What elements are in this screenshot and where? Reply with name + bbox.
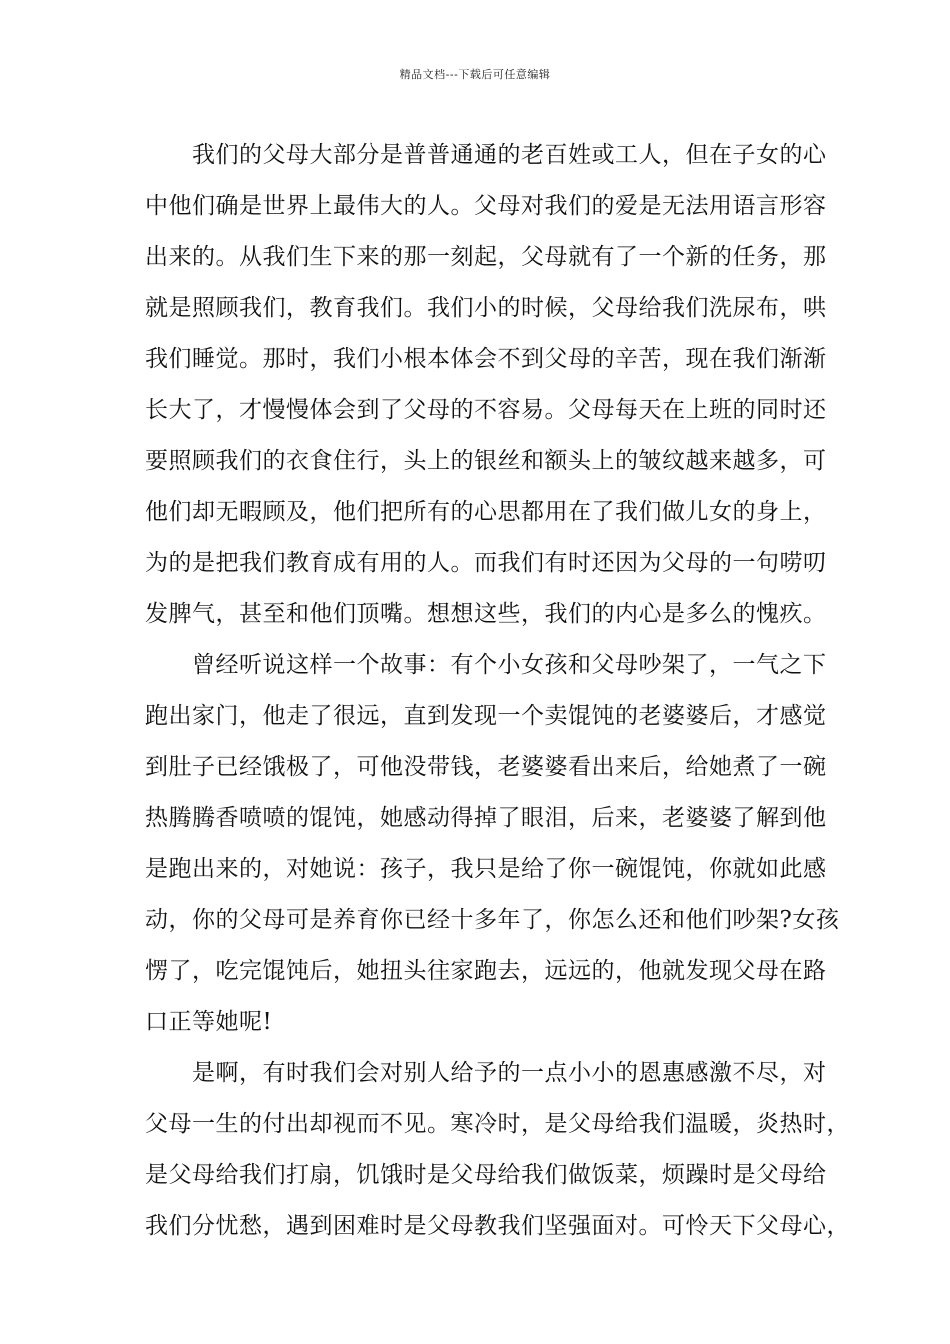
text-line: 跑出家门，他走了很远，直到发现一个卖馄饨的老婆婆后，才感觉 bbox=[145, 703, 827, 729]
paragraph-3 bbox=[145, 1048, 850, 1252]
paragraph-1 bbox=[145, 130, 827, 640]
text-line: 中他们确是世界上最伟大的人。父母对我们的爱是无法用语言形容 bbox=[145, 193, 827, 219]
text-line: 是跑出来的，对她说：孩子，我只是给了你一碗馄饨，你就如此感 bbox=[145, 856, 827, 882]
document-body bbox=[145, 130, 850, 1252]
text-line: 就是照顾我们，教育我们。我们小的时候，父母给我们洗尿布，哄 bbox=[145, 295, 827, 321]
text-line: 他们却无暇顾及，他们把所有的心思都用在了我们做儿女的身上， bbox=[145, 499, 827, 525]
text-line: 我们睡觉。那时，我们小根本体会不到父母的辛苦，现在我们渐渐 bbox=[145, 346, 827, 372]
text-line: 出来的。从我们生下来的那一刻起，父母就有了一个新的任务，那 bbox=[145, 244, 827, 270]
text-line: 动，你的父母可是养育你已经十多年了，你怎么还和他们吵架?女孩 bbox=[145, 907, 840, 933]
text-line: 发脾气，甚至和他们顶嘴。想想这些，我们的内心是多么的愧疚。 bbox=[145, 601, 827, 627]
text-line: 热腾腾香喷喷的馄饨，她感动得掉了眼泪，后来，老婆婆了解到他 bbox=[145, 805, 827, 831]
text-line: 长大了，才慢慢体会到了父母的不容易。父母每天在上班的同时还 bbox=[145, 397, 827, 423]
page-header: 精品文档---下载后可任意编辑 bbox=[399, 68, 551, 81]
paragraph-2 bbox=[145, 640, 840, 1048]
text-line: 要照顾我们的衣食住行，头上的银丝和额头上的皱纹越来越多，可 bbox=[145, 448, 827, 474]
text-line: 我们的父母大部分是普普通通的老百姓或工人，但在子女的心 bbox=[192, 142, 827, 168]
text-line: 父母一生的付出却视而不见。寒冷时，是父母给我们温暖，炎热时， bbox=[145, 1111, 850, 1137]
text-line: 口正等她呢! bbox=[145, 1009, 273, 1035]
text-line: 是父母给我们打扇，饥饿时是父母给我们做饭菜，烦躁时是父母给 bbox=[145, 1162, 827, 1188]
text-line: 我们分忧愁，遇到困难时是父母教我们坚强面对。可怜天下父母心， bbox=[145, 1213, 850, 1239]
text-line: 为的是把我们教育成有用的人。而我们有时还因为父母的一句唠叨 bbox=[145, 550, 827, 576]
text-line: 到肚子已经饿极了，可他没带钱，老婆婆看出来后，给她煮了一碗 bbox=[145, 754, 827, 780]
text-line: 是啊，有时我们会对别人给予的一点小小的恩惠感激不尽，对 bbox=[192, 1060, 827, 1086]
text-line: 愣了，吃完馄饨后，她扭头往家跑去，远远的，他就发现父母在路 bbox=[145, 958, 827, 984]
text-line: 曾经听说这样一个故事：有个小女孩和父母吵架了，一气之下 bbox=[192, 652, 827, 678]
